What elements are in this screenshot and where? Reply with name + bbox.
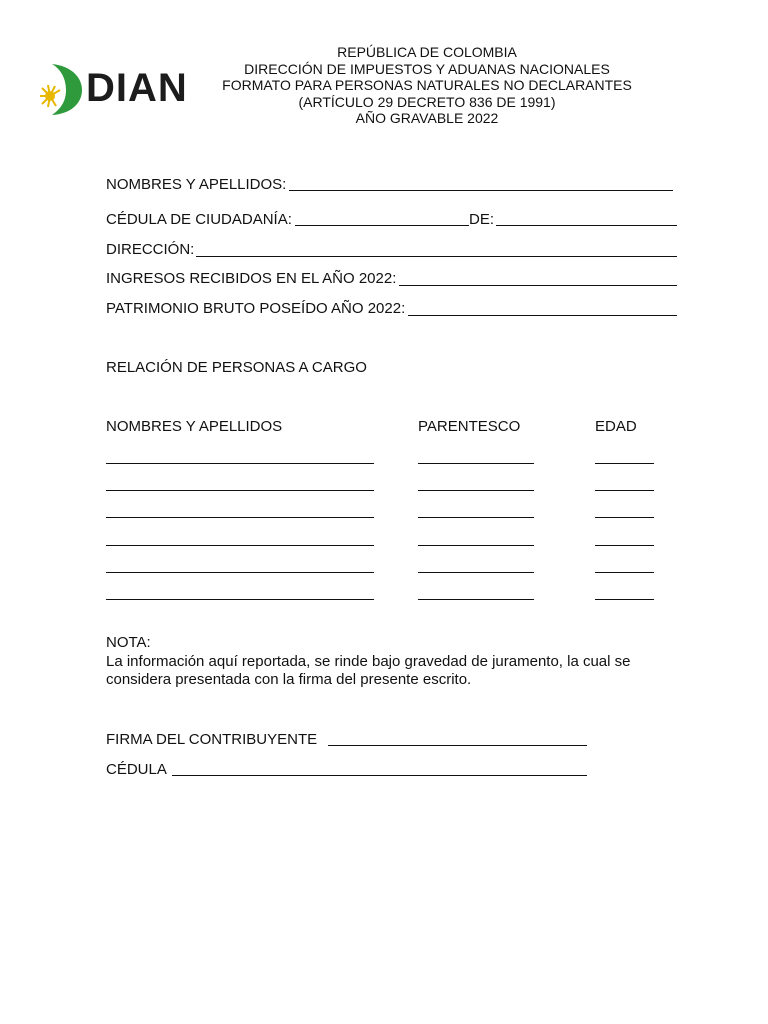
dependent-name-line[interactable] (106, 490, 374, 491)
logo-text: DIAN (86, 66, 188, 110)
dependent-relation-line[interactable] (418, 463, 534, 464)
cedula-label: CÉDULA DE CIUDADANÍA: (106, 211, 292, 228)
dependent-name-line[interactable] (106, 572, 374, 573)
dependent-age-line[interactable] (595, 572, 654, 573)
income-label: INGRESOS RECIBIDOS EN EL AÑO 2022: (106, 270, 397, 287)
dependent-relation-line[interactable] (418, 572, 534, 573)
col-header-age: EDAD (595, 418, 637, 435)
signature-id-label: CÉDULA (106, 761, 167, 778)
income-line[interactable] (399, 285, 677, 286)
header-legal-reference: (ARTÍCULO 29 DECRETO 836 DE 1991) (298, 93, 556, 110)
dependent-age-line[interactable] (595, 599, 654, 600)
note-label: NOTA: (106, 634, 151, 651)
dependent-name-line[interactable] (106, 545, 374, 546)
cedula-line[interactable] (295, 225, 469, 226)
dependent-name-line[interactable] (106, 463, 374, 464)
assets-line[interactable] (408, 315, 677, 316)
dependents-title: RELACIÓN DE PERSONAS A CARGO (106, 359, 367, 376)
dian-logo (36, 60, 186, 118)
issued-in-label: DE: (469, 211, 495, 228)
issued-in-line[interactable] (496, 225, 677, 226)
dependent-name-line[interactable] (106, 517, 374, 518)
dependent-relation-line[interactable] (418, 599, 534, 600)
signature-label: FIRMA DEL CONTRIBUYENTE (106, 731, 318, 748)
dependent-age-line[interactable] (595, 517, 654, 518)
header-tax-year: AÑO GRAVABLE 2022 (355, 110, 499, 126)
names-label: NOMBRES Y APELLIDOS: (106, 176, 287, 193)
document-header (200, 44, 654, 127)
dependent-relation-line[interactable] (418, 545, 534, 546)
header-form-title: FORMATO PARA PERSONAS NATURALES NO DECLARANTES (222, 77, 632, 93)
signature-line[interactable] (328, 745, 587, 746)
dependent-age-line[interactable] (595, 490, 654, 491)
note-text-line1: La información aquí reportada, se rinde bajo gravedad de juramento, la cual se (106, 653, 631, 670)
col-header-names: NOMBRES Y APELLIDOS (106, 418, 283, 435)
assets-label: PATRIMONIO BRUTO POSEÍDO AÑO 2022: (106, 300, 406, 317)
col-header-relation: PARENTESCO (418, 418, 521, 435)
note-text-line2: considera presentada con la firma del presente escrito. (106, 671, 472, 688)
header-agency: DIRECCIÓN DE IMPUESTOS Y ADUANAS NACIONALES (244, 60, 610, 77)
dependent-relation-line[interactable] (418, 517, 534, 518)
names-line[interactable] (289, 190, 673, 191)
dependent-relation-line[interactable] (418, 490, 534, 491)
address-label: DIRECCIÓN: (106, 241, 195, 258)
dependent-age-line[interactable] (595, 545, 654, 546)
dependent-age-line[interactable] (595, 463, 654, 464)
signature-id-line[interactable] (172, 775, 587, 776)
dependent-name-line[interactable] (106, 599, 374, 600)
dian-emblem-icon (36, 60, 88, 118)
header-country: REPÚBLICA DE COLOMBIA (337, 44, 517, 60)
address-line[interactable] (196, 256, 677, 257)
